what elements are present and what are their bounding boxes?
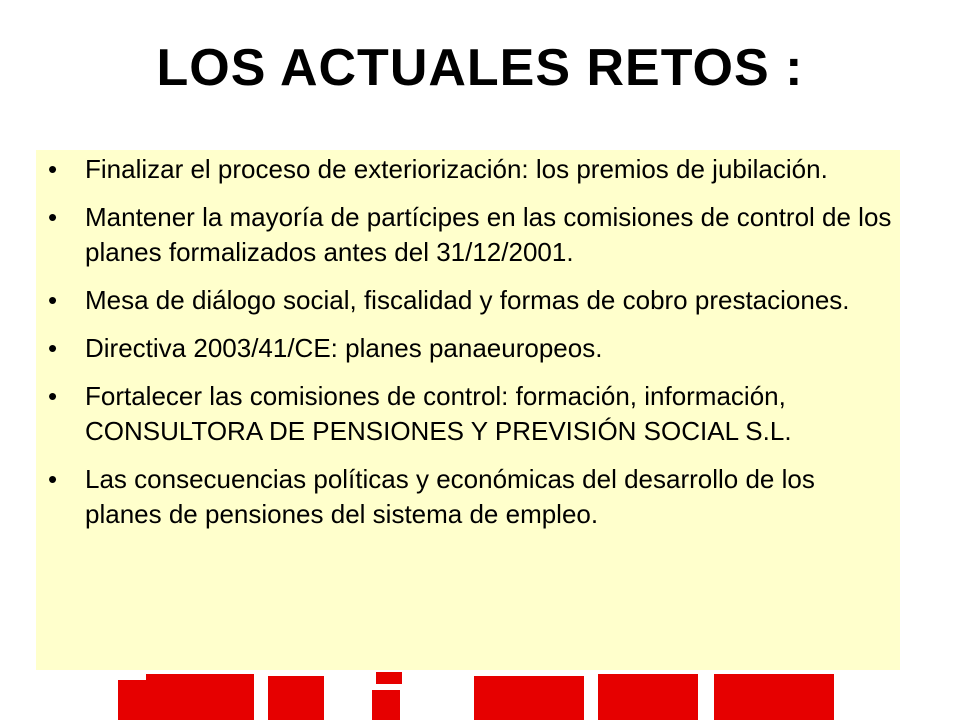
bullet-icon: • (48, 285, 58, 315)
bullet-list (36, 152, 892, 545)
bullet-text: Fortalecer las comisiones de control: formación, información, CONSULTORA DE PENSIONES Y PREVISIÓN SOCIAL S.L. (85, 381, 792, 446)
logo-block (118, 680, 146, 720)
bullet-icon: • (48, 202, 58, 232)
logo-block (714, 674, 834, 720)
slide-title: LOS ACTUALES RETOS : (156, 39, 804, 97)
bullet-icon: • (48, 464, 58, 494)
bullet-text: Mantener la mayoría de partícipes en las comisiones de control de los planes formalizados antes del 31/12/2001. (85, 202, 892, 267)
logo-strip (0, 670, 960, 720)
bullet-item (36, 283, 892, 318)
bullet-item (36, 152, 892, 187)
logo-block (268, 676, 324, 720)
bullet-text: Las consecuencias políticas y económicas del desarrollo de los planes de pensiones del sistema de empleo. (85, 464, 815, 529)
logo-block (474, 676, 584, 720)
bullet-item (36, 379, 892, 449)
bullet-icon: • (48, 381, 58, 411)
bullet-icon: • (48, 333, 58, 363)
bullet-text: Directiva 2003/41/CE: planes panaeuropeos. (85, 333, 603, 363)
bullet-item (36, 331, 892, 366)
bullet-icon: • (48, 154, 58, 184)
bullet-text: Mesa de diálogo social, fiscalidad y formas de cobro prestaciones. (85, 285, 850, 315)
bullet-item (36, 462, 892, 532)
logo-block (146, 674, 254, 720)
logo-block (372, 690, 400, 720)
bullet-item (36, 200, 892, 270)
bullet-text: Finalizar el proceso de exteriorización: los premios de jubilación. (85, 154, 828, 184)
logo-block (598, 674, 698, 720)
logo-block (376, 672, 402, 684)
